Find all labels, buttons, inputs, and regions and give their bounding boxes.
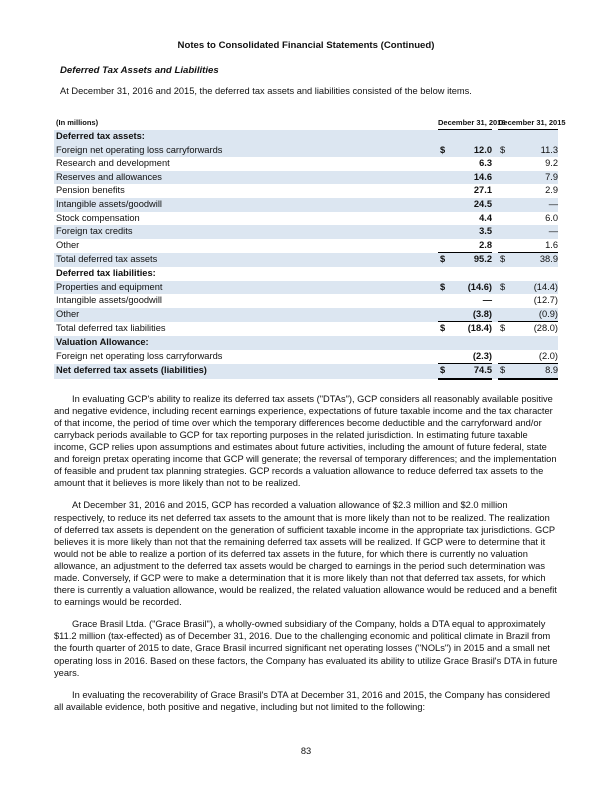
value-2015	[508, 130, 558, 144]
value-2016: (18.4)	[448, 322, 492, 336]
table-row	[54, 364, 558, 379]
deferred-tax-table	[54, 103, 566, 380]
row-label: Total deferred tax assets	[54, 253, 438, 267]
currency-2015	[498, 130, 508, 144]
row-label: Intangible assets/goodwill	[56, 295, 162, 306]
row-label: Intangible assets/goodwill	[54, 198, 438, 212]
row-label: Stock compensation	[56, 212, 140, 223]
paragraph: At December 31, 2016 and 2015, GCP has recorded a valuation allowance of $2.3 million and $2.0 million respectively, to reduce its net deferred tax assets to the amount that is more likely than not to be realized. The realization of deferred tax assets is dependent on the generation of sufficient taxable income in the appropriate tax jurisdictions. GCP believes it is more likely than not that the remaining deferred tax assets will be realized. If GCP were to determine that it would not be able to realize a portion of its deferred tax assets in the future, for which there is currently no valuation allowance, an adjustment to the deferred tax assets would be charged to earnings in the period such determination was made. Conversely, if GCP were to make a determination that it is more likely than not that deferred tax assets, for which there is currently a valuation allowance, would be realized, the related valuation allowance would be reduced and a benefit to earnings would be recorded.	[54, 500, 557, 608]
currency-2016: $	[438, 364, 448, 379]
value-2016	[448, 267, 492, 281]
currency-2016	[438, 294, 448, 308]
table-row	[54, 267, 558, 281]
currency-2016: $	[438, 144, 448, 158]
currency-2015	[498, 336, 508, 350]
paragraph: Grace Brasil Ltda. ("Grace Brasil"), a wholly-owned subsidiary of the Company, holds a DTA equal to approximately $11.2 million (tax-effected) as of December 31, 2016. Due to the challenging economic and political climate in Brazil from the fourth quarter of 2015 to date, Grace Brasil incurred significant net operating losses ("NOLs") in 2015 and a small net operating loss in 2016. Based on these factors, the Company has evaluated its ability to utilize Grace Brasil's DTA in future years.	[54, 619, 558, 678]
table-row	[54, 144, 558, 158]
value-2016: (3.8)	[448, 308, 492, 322]
row-label: Foreign net operating loss carryforwards	[54, 144, 438, 158]
table-row	[54, 239, 558, 253]
row-label: Research and development	[56, 158, 170, 169]
value-2016: 4.4	[479, 212, 492, 223]
currency-2015	[498, 308, 508, 322]
value-2016: 24.5	[448, 198, 492, 212]
page-content	[54, 40, 566, 713]
currency-2016	[438, 225, 448, 239]
row-label: Other	[56, 240, 80, 250]
document-title: Notes to Consolidated Financial Statements (Continued)	[177, 40, 435, 51]
currency-2015	[498, 239, 508, 253]
value-2015: (2.0)	[538, 350, 558, 361]
row-label: Deferred tax assets:	[54, 130, 438, 144]
value-2016: 2.8	[479, 239, 492, 250]
value-2016	[448, 336, 492, 350]
currency-2015	[498, 267, 508, 281]
value-2015	[508, 336, 558, 350]
value-2015: 7.9	[508, 171, 558, 185]
value-2016	[448, 130, 492, 144]
currency-2015: $	[498, 322, 508, 336]
currency-2016	[438, 171, 448, 185]
row-label: Other	[54, 308, 438, 322]
row-label: Deferred tax liabilities:	[56, 267, 156, 278]
column-header-2016: December 31, 2016	[438, 103, 492, 130]
table-row	[54, 350, 558, 364]
row-label: Pension benefits	[56, 185, 125, 196]
value-2016: (14.6)	[448, 281, 492, 295]
table-row	[54, 130, 558, 144]
body-text	[54, 393, 558, 713]
value-2016: 3.5	[448, 225, 492, 239]
currency-2015	[498, 171, 508, 185]
row-label: Reserves and allowances	[54, 171, 438, 185]
section-title: Deferred Tax Assets and Liabilities	[60, 65, 219, 76]
value-2016: 95.2	[448, 253, 492, 267]
currency-2015	[498, 225, 508, 239]
table-row	[54, 294, 558, 308]
paragraph: In evaluating the recoverability of Grace Brasil's DTA at December 31, 2016 and 2015, the Company has considered all available evidence, both positive and negative, including but not limited to the following:	[54, 689, 551, 712]
value-2015: —	[508, 198, 558, 212]
value-2015: (28.0)	[508, 322, 558, 336]
currency-2015	[498, 157, 508, 171]
currency-2016	[438, 239, 448, 253]
value-2015: —	[508, 225, 558, 239]
row-label: Total deferred tax liabilities	[56, 323, 166, 334]
value-2015: 6.0	[545, 212, 558, 223]
table-row	[54, 157, 558, 171]
row-label: Net deferred tax assets (liabilities)	[54, 364, 438, 379]
currency-2015: $	[498, 281, 508, 295]
section-intro: At December 31, 2016 and 2015, the deferred tax assets and liabilities consisted of the below items.	[60, 86, 472, 96]
table-header-row	[54, 103, 558, 130]
value-2015: 8.9	[508, 364, 558, 379]
currency-2016	[438, 184, 448, 198]
currency-2015: $	[498, 144, 508, 158]
table-row	[54, 336, 558, 350]
value-2015: 1.6	[545, 239, 558, 250]
value-2016: 6.3	[479, 158, 492, 169]
row-label: Valuation Allowance:	[54, 336, 438, 350]
currency-2016	[438, 212, 448, 226]
currency-2016	[438, 157, 448, 171]
currency-2015	[498, 350, 508, 364]
currency-2015	[498, 294, 508, 308]
value-2015: 38.9	[508, 253, 558, 267]
table-row	[54, 212, 558, 226]
currency-2016: $	[438, 322, 448, 336]
value-2015	[508, 267, 558, 281]
column-header-2015: December 31, 2015	[498, 103, 558, 130]
table-row	[54, 171, 558, 185]
value-2015: (14.4)	[508, 281, 558, 295]
table-row	[54, 322, 558, 336]
currency-2015	[498, 198, 508, 212]
page-number: 83	[300, 746, 312, 756]
table-row	[54, 281, 558, 295]
value-2016: (2.3)	[472, 350, 492, 361]
currency-2016	[438, 267, 448, 281]
currency-2015: $	[498, 253, 508, 267]
table-row	[54, 253, 558, 267]
row-label: Foreign net operating loss carryforwards	[56, 350, 223, 361]
value-2016: —	[482, 295, 492, 306]
currency-2016: $	[438, 281, 448, 295]
paragraph: In evaluating GCP's ability to realize its deferred tax assets ("DTAs"), GCP considers all reasonably available positive and negative evidence, including recent earnings experience, expectations of future taxable income and the tax character of that income, the period of time over which the temporary differences become deductible and the carryforward and/or carryback periods available to GCP for tax reporting purposes in the related jurisdiction. In estimating future taxable income, GCP relies upon assumptions and estimates about future activities, including the amount of future federal, state and foreign pretax operating income that GCP will generate; the reversal of temporary differences; and the implementation of feasible and prudent tax planning strategies. GCP records a valuation allowance to reduce deferred tax assets to the amount that it believes is more likely than not to be realized.	[54, 393, 557, 489]
currency-2016	[438, 130, 448, 144]
row-label: Properties and equipment	[54, 281, 438, 295]
value-2016: 74.5	[448, 364, 492, 379]
value-2016: 14.6	[448, 171, 492, 185]
currency-2015	[498, 184, 508, 198]
currency-2016	[438, 308, 448, 322]
value-2016: 12.0	[448, 144, 492, 158]
value-2015: (0.9)	[508, 308, 558, 322]
table-row	[54, 184, 558, 198]
value-2016: 27.1	[473, 185, 492, 196]
currency-2016	[438, 336, 448, 350]
currency-2016	[438, 350, 448, 364]
value-2015: 11.3	[508, 144, 558, 158]
currency-2016	[438, 198, 448, 212]
value-2015: 2.9	[545, 185, 558, 196]
value-2015: 9.2	[545, 158, 558, 169]
units-label: (In millions)	[56, 118, 99, 127]
currency-2016: $	[438, 253, 448, 267]
currency-2015	[498, 212, 508, 226]
table-row	[54, 198, 558, 212]
row-label: Foreign tax credits	[54, 225, 438, 239]
table-row	[54, 225, 558, 239]
value-2015: (12.7)	[533, 295, 558, 306]
currency-2015: $	[498, 364, 508, 379]
table-row	[54, 308, 558, 322]
